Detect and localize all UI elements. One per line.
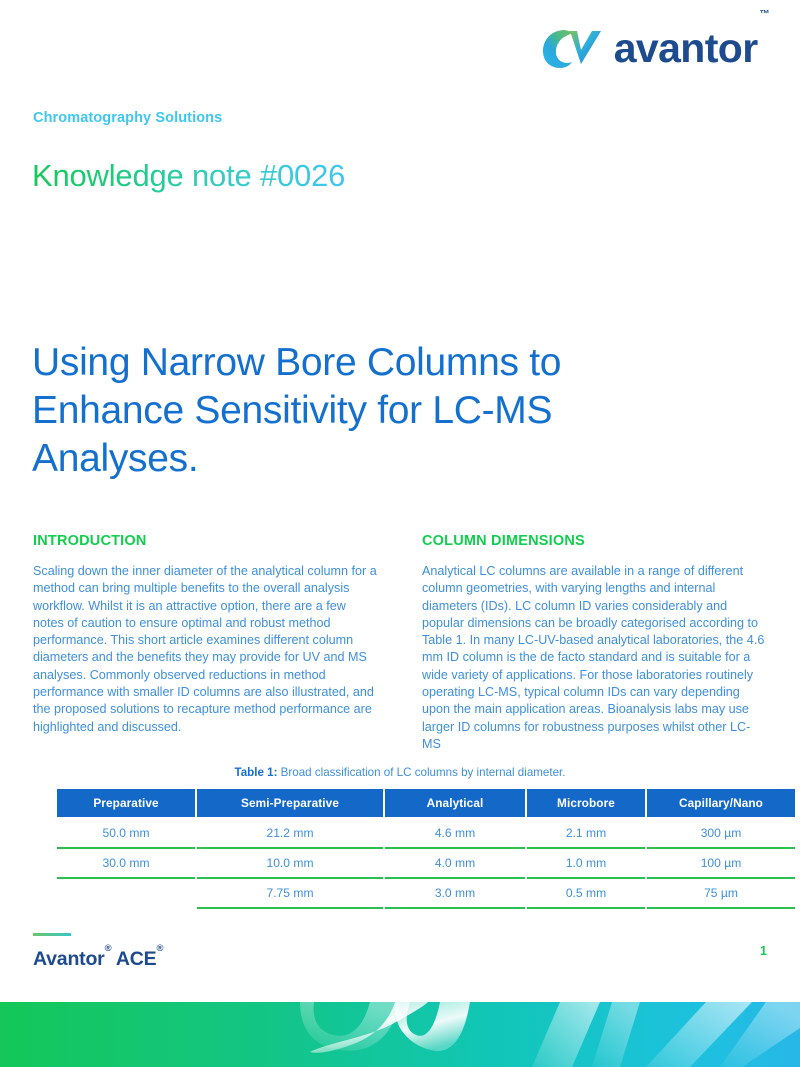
table-cell: 100 µm <box>647 849 795 879</box>
footer-graphic-band <box>0 1002 800 1067</box>
section-heading: INTRODUCTION <box>33 533 147 549</box>
table-header-cell-preparative: Preparative <box>57 789 195 817</box>
table-cell: 300 µm <box>647 817 795 849</box>
table-cell: 4.0 mm <box>385 849 525 879</box>
table-row <box>57 879 795 909</box>
table-cell: 4.6 mm <box>385 817 525 849</box>
table-cell: 30.0 mm <box>57 849 195 879</box>
section-body: Analytical LC columns are available in a range of different column geometries, with varying lengths and internal diameters (IDs). LC column ID varies considerably and popular dimensions can be broadly categorised according to Table 1. In many LC-UV-based analytical laboratories, the 4.6 mm ID column is the de facto standard and is suitable for a wide variety of applications. For those laboratories routinely operating LC-MS, typical column IDs can vary depending upon the main application areas. Bioanalysis labs may use larger ID columns for robustness purposes whilst other LC-MS <box>422 564 765 751</box>
table-cell: 10.0 mm <box>197 849 383 879</box>
footer-divider <box>33 933 71 936</box>
table-cell: 3.0 mm <box>385 879 525 909</box>
section-introduction <box>33 533 378 753</box>
table-cell: 7.75 mm <box>197 879 383 909</box>
section-heading: COLUMN DIMENSIONS <box>422 533 585 549</box>
table-cell: 50.0 mm <box>57 817 195 849</box>
avantor-swoosh-icon <box>540 24 604 72</box>
page-title: Using Narrow Bore Columns to Enhance Sensitivity for LC-MS Analyses. <box>32 341 562 481</box>
section-body: Scaling down the inner diameter of the analytical column for a method can bring multiple benefits to the overall analysis workflow. Whilst it is an attractive option, there are a few notes of caution to ensure optimal and robust method performance. This short article examines different column diameters and the benefits they may provide for UV and MS analyses. Commonly observed reductions in method performance with smaller ID columns are also illustrated, and the proposed solutions to recapture method performance are highlighted and discussed. <box>33 564 377 734</box>
table-cell: 75 µm <box>647 879 795 909</box>
table-header-cell-analytical: Analytical <box>385 789 525 817</box>
footer-brand-product: ACE <box>111 948 157 970</box>
table-header-cell-microbore: Microbore <box>527 789 645 817</box>
footer-brand-name: Avantor <box>33 948 105 970</box>
table-header-cell-semi-preparative: Semi-Preparative <box>197 789 383 817</box>
table-row <box>57 817 795 849</box>
logo-wordmark: avantor™ <box>613 8 769 71</box>
column-dimensions-table <box>55 789 797 909</box>
avantor-logo <box>540 8 769 72</box>
body-columns <box>33 533 767 753</box>
section-column-dimensions <box>422 533 767 753</box>
registered-symbol: ® <box>156 942 164 954</box>
knowledge-note-number: Knowledge note #0026 <box>32 158 346 193</box>
table-caption-text: Broad classification of LC columns by internal diameter. <box>277 766 566 779</box>
table-header-row <box>57 789 795 817</box>
table-header-cell-capillary-nano: Capillary/Nano <box>647 789 795 817</box>
kicker-chromatography-solutions: Chromatography Solutions <box>33 110 223 126</box>
table-1-block <box>55 766 763 909</box>
table-cell: 0.5 mm <box>527 879 645 909</box>
table-row <box>57 849 795 879</box>
table-cell: 2.1 mm <box>527 817 645 849</box>
page-number: 1 <box>760 944 767 958</box>
trademark-symbol: ™ <box>759 8 769 20</box>
table-cell: 21.2 mm <box>197 817 383 849</box>
table-cell <box>57 879 195 909</box>
registered-symbol: ® <box>104 942 112 954</box>
footer-brand <box>33 942 164 971</box>
table-cell: 1.0 mm <box>527 849 645 879</box>
table-caption <box>55 766 745 779</box>
table-caption-label: Table 1: <box>234 766 278 779</box>
